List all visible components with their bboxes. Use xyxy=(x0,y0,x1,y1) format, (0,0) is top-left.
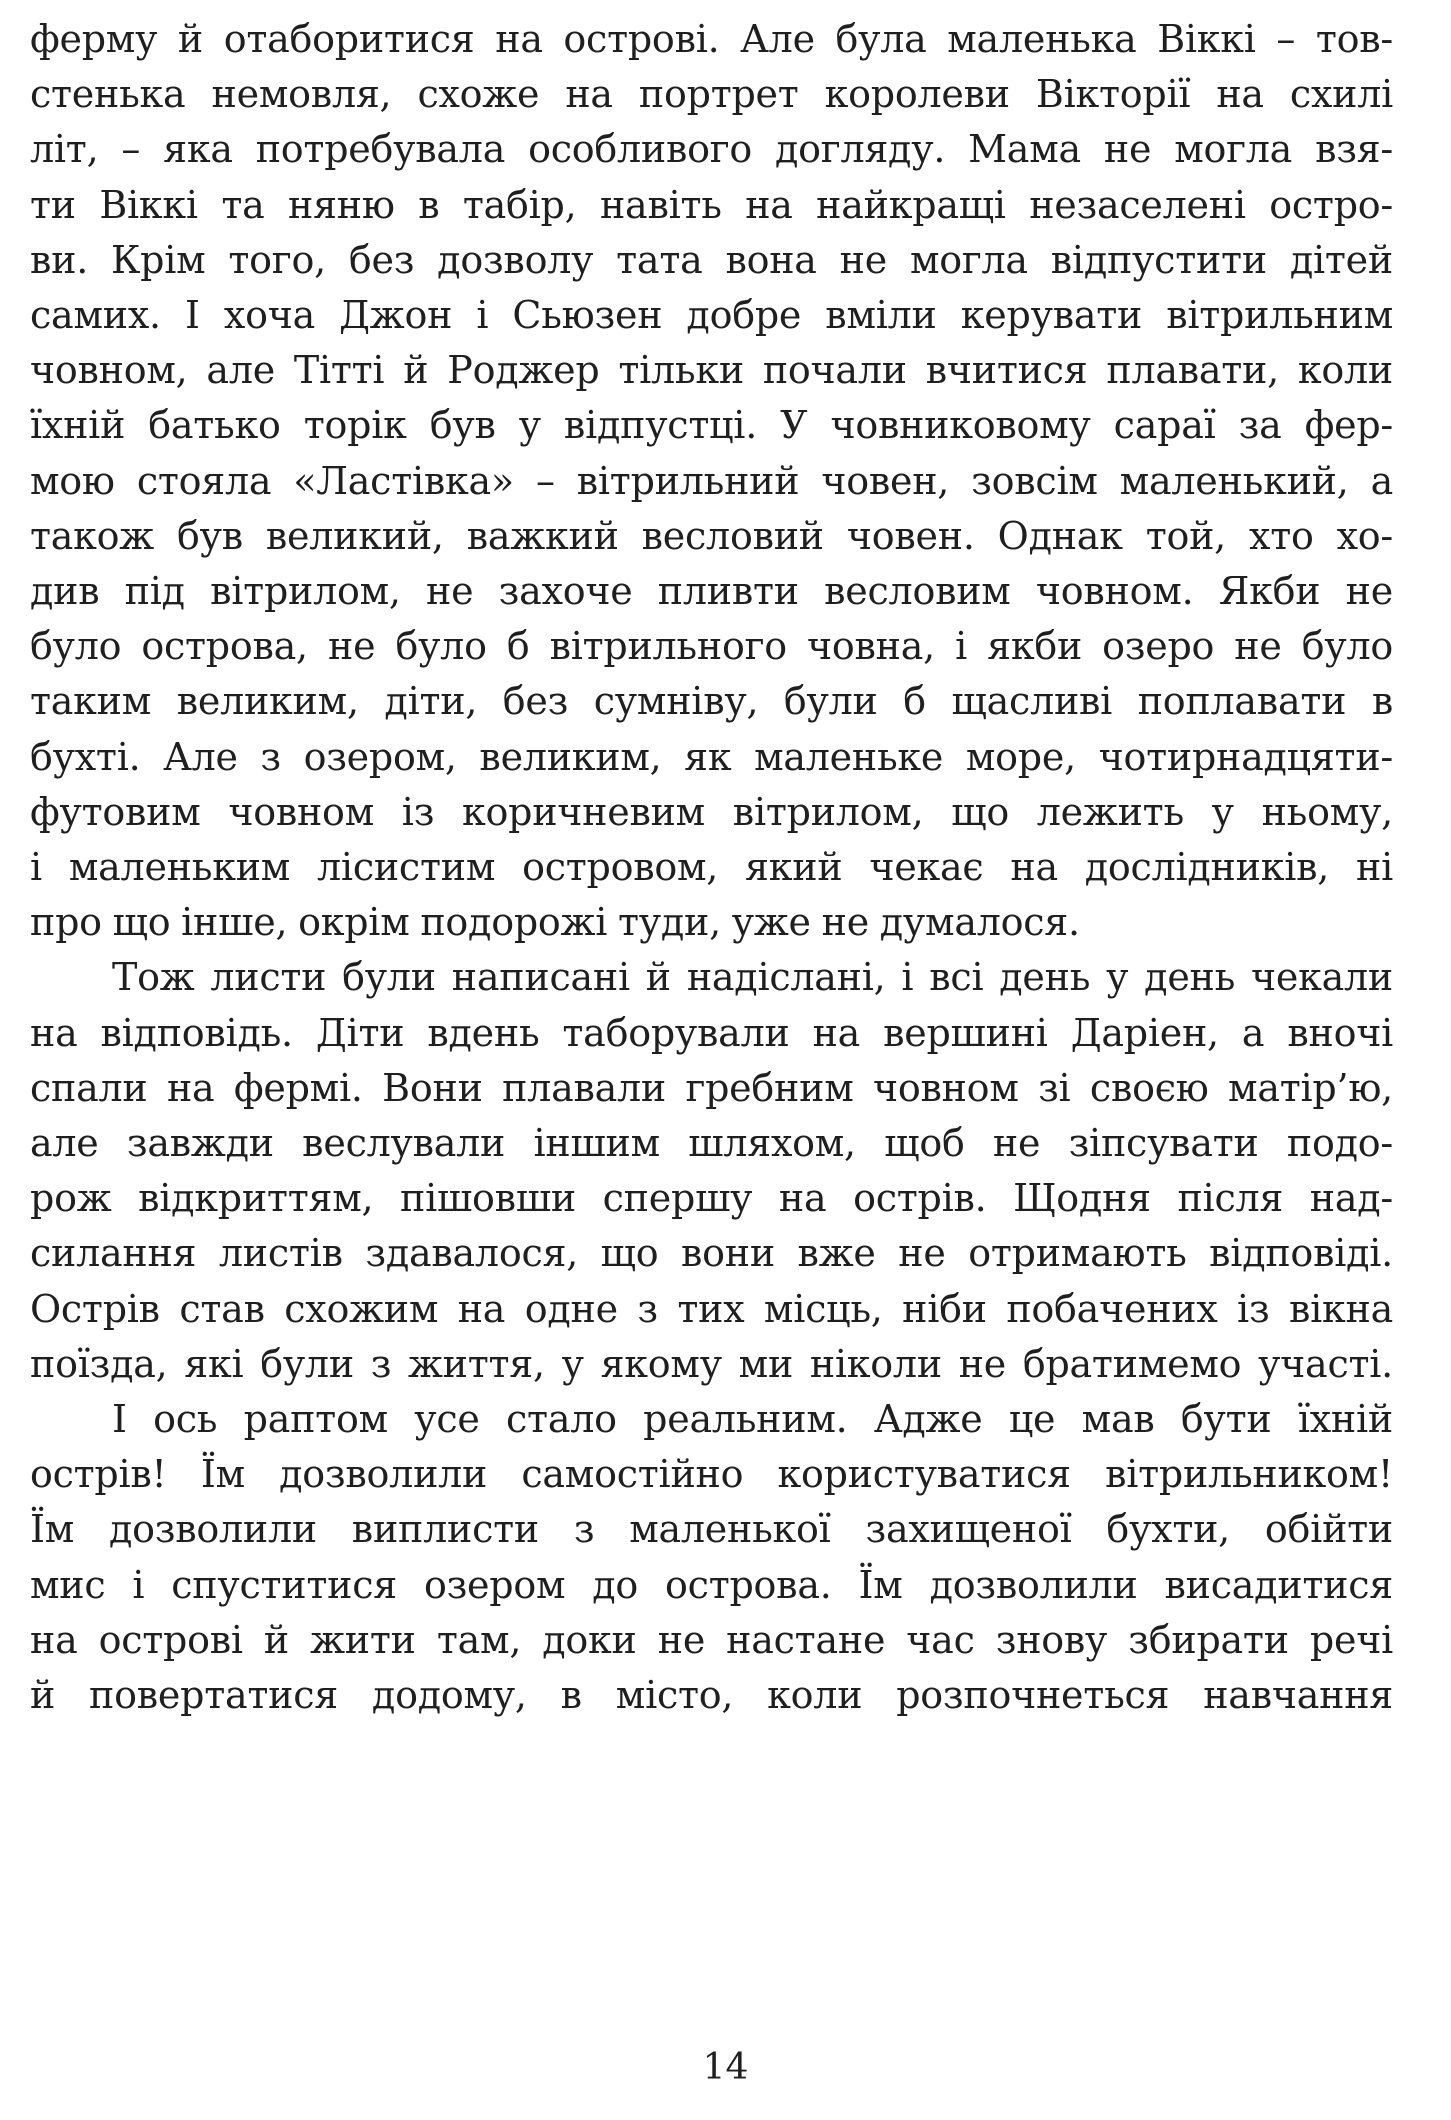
text-line: Острів став схожим на одне з тих місць, ніби побачених із вікна xyxy=(30,1286,1393,1331)
text-line: ферму й отаборитися на острові. Але була маленька Віккі – тов- xyxy=(30,17,1393,61)
paragraph-2 xyxy=(30,950,1393,1392)
text-line: човном, але Тітті й Роджер тільки почали вчитися плавати, коли xyxy=(30,348,1393,393)
text-line: поїзда, які були з життя, у якому ми ніколи не братимемо участі. xyxy=(30,1341,1393,1386)
paragraph-3 xyxy=(30,1392,1393,1723)
text-line: мою стояла «Ластівка» – вітрильний човен, зовсім маленький, а xyxy=(30,458,1393,503)
text-line: також був великий, важкий весловий човен. Однак той, хто хо- xyxy=(30,513,1393,558)
page-number: 14 xyxy=(702,2047,749,2088)
text-line: про що інше, окрім подорожі туди, уже не думалося. xyxy=(30,900,1080,945)
text-line: силання листів здавалося, що вони вже не отримають відповіді. xyxy=(30,1231,1393,1276)
text-line: самих. І хоча Джон і Сьюзен добре вміли керувати вітрильним xyxy=(30,293,1393,338)
text-line: бухті. Але з озером, великим, як маленьке море, чотирнадцяти- xyxy=(30,734,1393,779)
text-line: таким великим, діти, без сумніву, були б щасливі поплавати в xyxy=(30,679,1393,724)
text-line: і маленьким лісистим островом, який чекає на дослідників, ні xyxy=(30,845,1393,890)
text-line: мис і спуститися озером до острова. Їм дозволили висадитися xyxy=(30,1562,1393,1607)
text-line: стенька немовля, схоже на портрет королеви Вікторії на схилі xyxy=(30,72,1393,117)
text-line: на острові й жити там, доки не настане час знову збирати речі xyxy=(30,1617,1393,1662)
text-line: рож відкриттям, пішовши спершу на острів. Щодня після над- xyxy=(30,1176,1393,1221)
text-line: на відповідь. Діти вдень таборували на вершині Даріен, а вночі xyxy=(30,1010,1393,1055)
text-line: Тож листи були написані й надіслані, і всі день у день чекали xyxy=(112,955,1393,1000)
text-line: див під вітрилом, не захоче пливти весловим човном. Якби не xyxy=(30,569,1393,614)
text-line: І ось раптом усе стало реальним. Адже це мав бути їхній xyxy=(112,1397,1393,1442)
text-line: ви. Крім того, без дозволу тата вона не могла відпустити дітей xyxy=(30,237,1393,282)
text-line: ти Віккі та няню в табір, навіть на найкращі незаселені остро- xyxy=(30,182,1393,227)
text-line: їхній батько торік був у відпустці. У човниковому сараї за фер- xyxy=(30,403,1393,448)
text-line: й повертатися додому, в місто, коли розпочнеться навчання xyxy=(30,1673,1393,1718)
page-body xyxy=(30,12,1393,1723)
text-line: літ, – яка потребувала особливого догляду. Мама не могла взя- xyxy=(30,127,1393,172)
text-line: спали на фермі. Вони плавали гребним човном зі своєю матір’ю, xyxy=(30,1065,1393,1110)
paragraph-1 xyxy=(30,12,1393,950)
text-line: було острова, не було б вітрильного човна, і якби озеро не було xyxy=(30,624,1393,669)
text-line: Їм дозволили виплисти з маленької захищеної бухти, обійти xyxy=(30,1507,1393,1552)
text-line: острів! Їм дозволили самостійно користуватися вітрильником! xyxy=(30,1452,1393,1497)
text-line: але завжди веслували іншим шляхом, щоб не зіпсувати подо- xyxy=(30,1121,1393,1166)
text-line: футовим човном із коричневим вітрилом, що лежить у ньому, xyxy=(30,789,1393,834)
